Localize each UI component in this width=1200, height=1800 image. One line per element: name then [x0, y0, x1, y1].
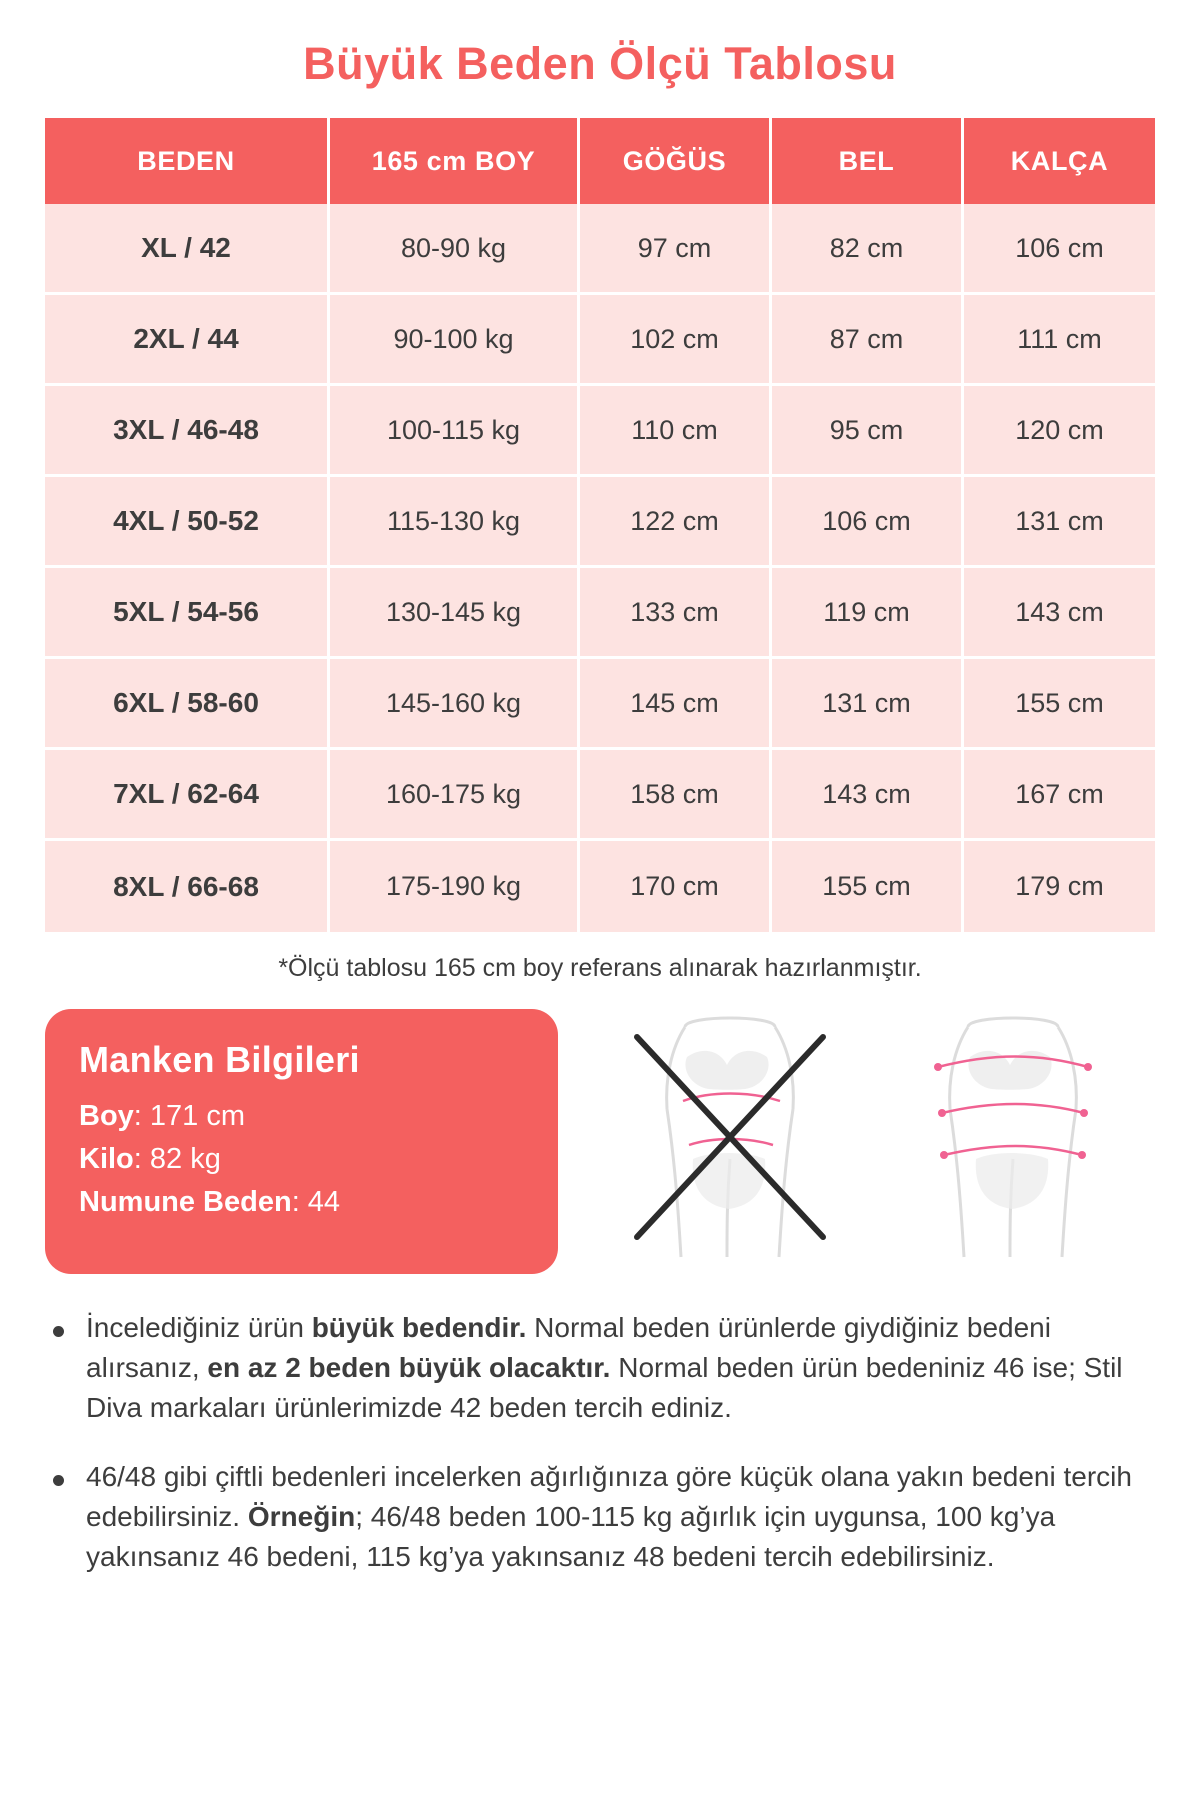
model-info-card — [45, 1009, 558, 1274]
table-note: *Ölçü tablosu 165 cm boy referans alınarak hazırlanmıştır. — [278, 954, 922, 982]
model-sample-size-row — [79, 1181, 524, 1224]
model-info-heading: Manken Bilgileri — [79, 1039, 360, 1080]
cell-value: 158 cm — [580, 750, 772, 841]
model-height-value: : 171 cm — [133, 1100, 246, 1132]
correct-body-icon — [898, 1009, 1128, 1259]
note-text — [86, 1457, 1155, 1576]
bullet-dot-icon — [53, 1475, 64, 1486]
model-height-row — [79, 1095, 524, 1138]
cell-value: 111 cm — [964, 295, 1155, 386]
note-fragment: İncelediğiniz ürün — [86, 1312, 312, 1343]
table-row — [45, 204, 1155, 295]
cell-value: 80-90 kg — [330, 204, 580, 295]
note-item — [45, 1457, 1155, 1576]
cell-size: 7XL / 62-64 — [45, 750, 330, 841]
page-title: Büyük Beden Ölçü Tablosu — [303, 38, 897, 89]
cell-value: 97 cm — [580, 204, 772, 295]
cell-size: 4XL / 50-52 — [45, 477, 330, 568]
wrong-measure-figure — [615, 1009, 845, 1259]
cell-value: 133 cm — [580, 568, 772, 659]
column-header-bel: BEL — [772, 118, 964, 204]
cell-value: 122 cm — [580, 477, 772, 568]
correct-measure-figure — [898, 1009, 1128, 1259]
notes-list — [45, 1308, 1155, 1577]
cell-size: 2XL / 44 — [45, 295, 330, 386]
note-fragment: ; 46/48 beden 100-115 kg ağırlık için uygunsa, 100 kg’ya yakınsanız 46 bedeni, 115 kg’ya yakınsanız 48 bedeni tercih edebilirsiniz. — [86, 1501, 1056, 1572]
note-item — [45, 1308, 1155, 1427]
cell-value: 143 cm — [964, 568, 1155, 659]
model-weight-label: Kilo — [79, 1142, 134, 1175]
column-header-gogus: GÖĞÜS — [580, 118, 772, 204]
column-header-beden: BEDEN — [45, 118, 330, 204]
cell-value: 170 cm — [580, 841, 772, 932]
cell-value: 130-145 kg — [330, 568, 580, 659]
cell-value: 145-160 kg — [330, 659, 580, 750]
cell-value: 110 cm — [580, 386, 772, 477]
cell-value: 90-100 kg — [330, 295, 580, 386]
table-row — [45, 841, 1155, 932]
cell-size: 8XL / 66-68 — [45, 841, 330, 932]
note-fragment: 46/48 gibi çiftli bedenleri incelerken ağırlığınıza göre küçük olana yakın bedeni tercih edebilirsiniz. — [86, 1461, 1132, 1532]
model-weight-row — [79, 1138, 524, 1181]
cell-size: 6XL / 58-60 — [45, 659, 330, 750]
model-weight-value: : 82 kg — [133, 1142, 221, 1175]
table-header-row — [45, 118, 1155, 204]
note-emphasis: en az 2 beden büyük olacaktır. — [207, 1351, 611, 1383]
model-and-figures — [45, 1009, 1155, 1274]
table-body — [45, 204, 1155, 932]
note-text — [86, 1308, 1155, 1427]
note-fragment: Normal beden ürün bedeniniz 46 ise; Stil Diva markaları ürünlerimizde 42 beden tercih ediniz. — [86, 1351, 1123, 1423]
cell-size: 3XL / 46-48 — [45, 386, 330, 477]
table-row — [45, 568, 1155, 659]
cell-value: 143 cm — [772, 750, 964, 841]
cell-size: XL / 42 — [45, 204, 330, 295]
table-row — [45, 477, 1155, 568]
cell-size: 5XL / 54-56 — [45, 568, 330, 659]
cell-value: 131 cm — [964, 477, 1155, 568]
cell-value: 87 cm — [772, 295, 964, 386]
model-height-label: Boy — [79, 1100, 134, 1132]
cell-value: 115-130 kg — [330, 477, 580, 568]
cell-value: 160-175 kg — [330, 750, 580, 841]
cell-value: 100-115 kg — [330, 386, 580, 477]
cell-value: 95 cm — [772, 386, 964, 477]
table-row — [45, 750, 1155, 841]
table-row — [45, 659, 1155, 750]
cell-value: 155 cm — [772, 841, 964, 932]
column-header-boy: 165 cm BOY — [330, 118, 580, 204]
cell-value: 102 cm — [580, 295, 772, 386]
note-emphasis: büyük bedendir. — [311, 1312, 527, 1343]
cell-value: 82 cm — [772, 204, 964, 295]
model-sample-size-value: : 44 — [291, 1185, 341, 1218]
cell-value: 119 cm — [772, 568, 964, 659]
size-table-container — [45, 118, 1155, 983]
table-row — [45, 295, 1155, 386]
cell-value: 131 cm — [772, 659, 964, 750]
column-header-kalca: KALÇA — [964, 118, 1155, 204]
size-table — [45, 118, 1155, 932]
bullet-dot-icon — [53, 1326, 64, 1337]
cell-value: 155 cm — [964, 659, 1155, 750]
cell-value: 167 cm — [964, 750, 1155, 841]
cell-value: 120 cm — [964, 386, 1155, 477]
measurement-figures — [558, 1009, 1155, 1274]
cell-value: 106 cm — [772, 477, 964, 568]
note-fragment: Normal beden ürünlerde giydiğiniz bedeni alırsanız, — [86, 1312, 1051, 1383]
note-emphasis: Örneğin — [247, 1501, 356, 1532]
table-row — [45, 386, 1155, 477]
cell-value: 106 cm — [964, 204, 1155, 295]
wrong-body-icon — [615, 1009, 845, 1259]
model-sample-size-label: Numune Beden — [79, 1185, 292, 1218]
cell-value: 145 cm — [580, 659, 772, 750]
cell-value: 179 cm — [964, 841, 1155, 932]
cell-value: 175-190 kg — [330, 841, 580, 932]
